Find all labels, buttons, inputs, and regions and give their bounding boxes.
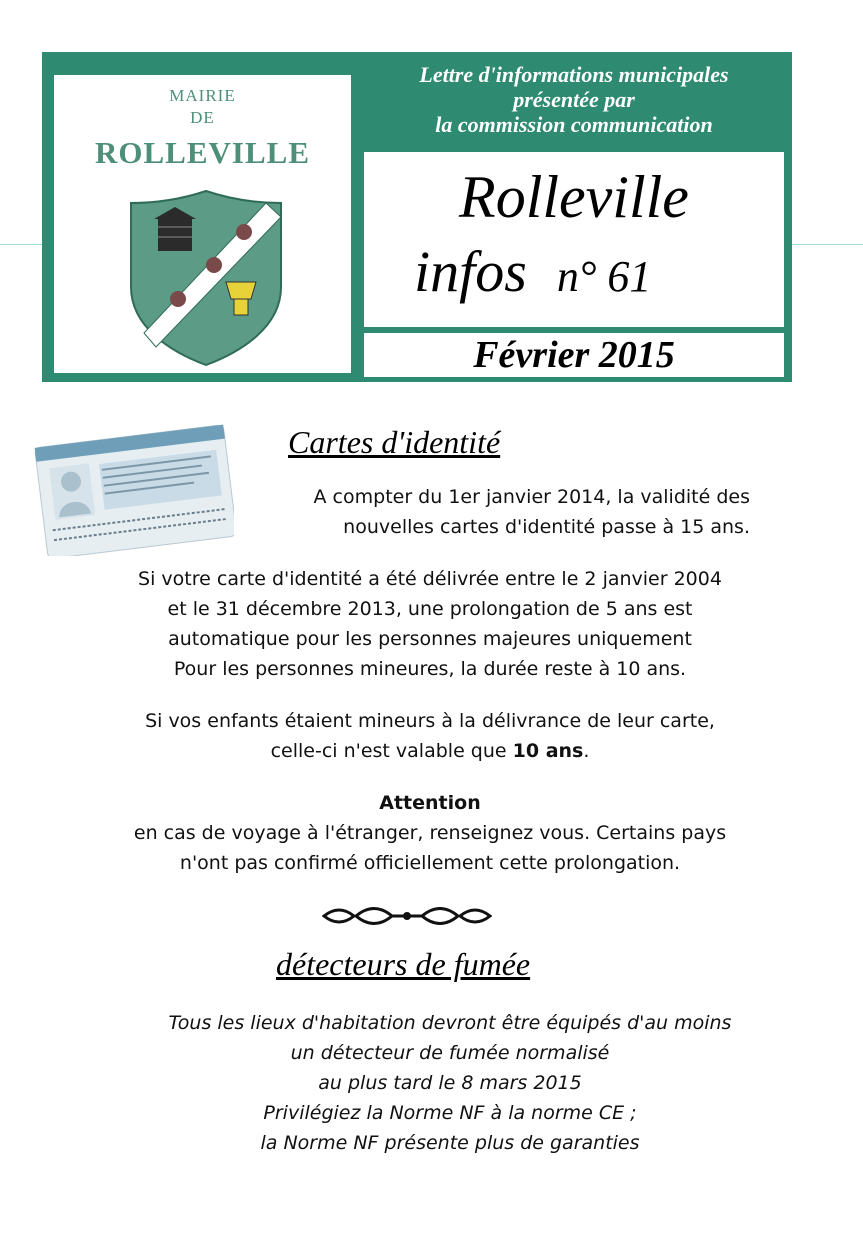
newsletter-header (42, 52, 792, 382)
text-line: A compter du 1er janvier 2014, la validité des (313, 486, 750, 508)
text-line: Tous les lieux d'habitation devront être équipés d'au moins (168, 1012, 732, 1034)
text-line: nouvelles cartes d'identité passe à 15 ans. (343, 516, 750, 538)
logo-panel (54, 75, 351, 373)
text-line: Si vos enfants étaient mineurs à la délivrance de leur carte, (145, 710, 715, 732)
text-line: en cas de voyage à l'étranger, renseignez vous. Certains pays (133, 822, 727, 844)
text-line: n'ont pas confirmé officiellement cette prolongation. (179, 852, 681, 874)
text-line (60, 736, 800, 766)
tagline (364, 62, 784, 137)
ornament-divider-icon (322, 905, 492, 927)
tagline-line: présentée par (513, 87, 635, 112)
section-title-smoke-detectors: détecteurs de fumée (276, 946, 531, 982)
tagline-line: Lettre d'informations municipales (419, 62, 729, 87)
minors-paragraph (60, 706, 800, 766)
text-line: la Norme NF présente plus de garanties (260, 1132, 640, 1154)
attention-paragraph (40, 788, 820, 878)
text-line: un détecteur de fumée normalisé (290, 1042, 610, 1064)
text-line: automatique pour les personnes majeures uniquement (168, 628, 692, 650)
infos-word: infos (414, 239, 527, 304)
coat-of-arms-icon (126, 187, 286, 367)
text-line: Privilégiez la Norme NF à la norme CE ; (263, 1102, 637, 1124)
issue-line (414, 237, 651, 312)
text-line: Pour les personnes mineures, la durée reste à 10 ans. (173, 658, 687, 680)
validity-paragraph (60, 564, 800, 684)
mairie-label (54, 85, 351, 129)
text-line: Si votre carte d'identité a été délivrée entre le 2 janvier 2004 (138, 568, 722, 590)
text-segment: . (583, 740, 590, 762)
title-panel (364, 152, 784, 327)
section-title-id-cards: Cartes d'identité (288, 424, 501, 460)
tagline-line: la commission communication (435, 112, 713, 137)
de-line: DE (190, 108, 215, 127)
bold-duration: 10 ans (512, 740, 584, 762)
issue-number: n° 61 (556, 252, 652, 301)
newsletter-title: Rolleville (459, 164, 689, 230)
intro-paragraph (200, 482, 750, 542)
town-name: ROLLEVILLE (94, 135, 310, 170)
date-panel (364, 333, 784, 377)
text-segment: celle-ci n'est valable que (270, 740, 513, 762)
text-line: au plus tard le 8 mars 2015 (318, 1072, 582, 1094)
mairie-line: MAIRIE (169, 86, 236, 105)
smoke-detector-paragraph (60, 1008, 840, 1158)
attention-heading: Attention (379, 792, 481, 814)
issue-date: Février 2015 (473, 334, 675, 376)
text-line: et le 31 décembre 2013, une prolongation de 5 ans est (167, 598, 693, 620)
